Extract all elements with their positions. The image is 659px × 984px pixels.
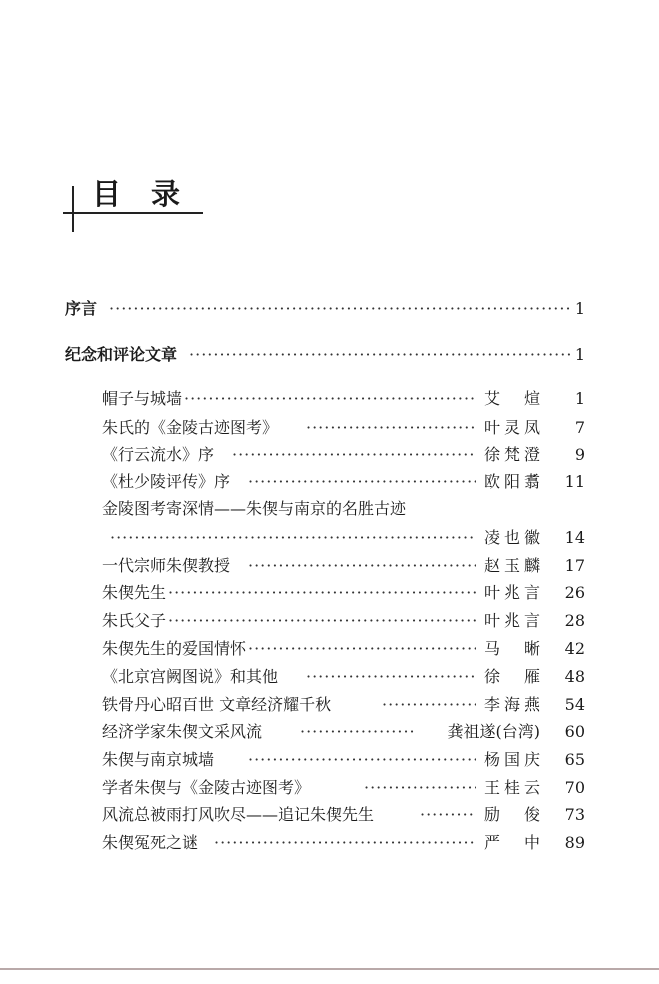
entry-author: 李海燕 <box>484 695 540 714</box>
entry-page: 28 <box>564 611 585 630</box>
entry-author: 严 中 <box>484 833 540 852</box>
dot-leader <box>184 387 476 411</box>
entry-author: 王桂云 <box>484 778 540 797</box>
dot-leader <box>248 637 476 661</box>
entry-author: 励 俊 <box>484 805 540 824</box>
title-underline <box>63 212 203 214</box>
title-vertical-rule <box>72 186 74 232</box>
entry-author: 赵玉麟 <box>484 556 540 575</box>
dot-leader <box>300 720 416 744</box>
entry-title: 风流总被雨打风吹尽——追记朱偰先生 <box>102 805 375 824</box>
toc-entry <box>102 831 585 855</box>
toc-entry <box>102 693 585 717</box>
toc-entry <box>102 470 585 494</box>
entry-title: 朱偰先生的爱国情怀 <box>102 639 247 658</box>
dot-leader <box>214 831 476 855</box>
entry-title: 帽子与城墙 <box>102 389 183 408</box>
dot-leader <box>189 343 571 367</box>
toc-entry-continuation <box>102 526 585 550</box>
section-page: 1 <box>574 345 585 364</box>
dot-leader <box>248 470 476 494</box>
dot-leader <box>364 776 476 800</box>
entry-page: 73 <box>564 805 585 824</box>
entry-page: 70 <box>564 778 585 797</box>
entry-title: 朱氏的《金陵古迹图考》 <box>102 418 279 437</box>
dot-leader <box>306 416 476 440</box>
entry-author: 马 晰 <box>484 639 540 658</box>
entry-page: 14 <box>564 528 585 547</box>
entry-title: 朱偰与南京城墙 <box>102 750 215 769</box>
entry-author: 叶兆言 <box>484 583 540 602</box>
entry-author: 杨国庆 <box>484 750 540 769</box>
dot-leader <box>306 665 476 689</box>
entry-page: 9 <box>574 445 585 464</box>
entry-page: 11 <box>564 472 585 491</box>
toc-entry <box>102 803 585 827</box>
section-memorial-articles <box>65 343 585 367</box>
toc-entry <box>102 609 585 633</box>
entry-page: 89 <box>564 833 585 852</box>
dot-leader <box>109 297 571 321</box>
entry-title: 学者朱偰与《金陵古迹图考》 <box>102 778 311 797</box>
dot-leader <box>248 748 476 772</box>
entry-title: 金陵图考寄深情——朱偰与南京的名胜古迹 <box>102 499 407 518</box>
toc-entry <box>102 776 585 800</box>
dot-leader <box>110 526 476 550</box>
toc-entry <box>102 581 585 605</box>
section-label: 序言 <box>65 299 98 318</box>
entry-page: 48 <box>564 667 585 686</box>
toc-entry <box>102 748 585 772</box>
page-bottom-rule <box>0 968 659 970</box>
entry-page: 42 <box>564 639 585 658</box>
entry-author: 叶灵凤 <box>484 418 540 437</box>
entry-page: 26 <box>564 583 585 602</box>
toc-entry <box>102 665 585 689</box>
entry-author: 欧阳翥 <box>484 472 540 491</box>
dot-leader <box>420 803 476 827</box>
entry-title: 《北京宫阙图说》和其他 <box>102 667 279 686</box>
dot-leader <box>232 443 476 467</box>
toc-title: 目录 <box>92 177 211 211</box>
toc-entry <box>102 443 585 467</box>
entry-author: 徐 雁 <box>484 667 540 686</box>
toc-entry <box>102 720 585 744</box>
entry-author: 龚祖遂(台湾) <box>447 722 540 741</box>
entry-title: 一代宗师朱偰教授 <box>102 556 231 575</box>
entry-author: 凌也徽 <box>484 528 540 547</box>
entry-author: 叶兆言 <box>484 611 540 630</box>
entry-title: 《行云流水》序 <box>102 445 215 464</box>
entry-author: 艾 煊 <box>484 389 540 408</box>
toc-entry <box>102 416 585 440</box>
entry-page: 60 <box>564 722 585 741</box>
dot-leader <box>168 581 476 605</box>
dot-leader <box>248 554 476 578</box>
dot-leader <box>168 609 476 633</box>
toc-entry <box>102 554 585 578</box>
section-page: 1 <box>574 299 585 318</box>
toc-entry <box>102 637 585 661</box>
entry-title: 经济学家朱偰文采风流 <box>102 722 263 741</box>
entry-page: 65 <box>564 750 585 769</box>
entry-author: 徐梵澄 <box>484 445 540 464</box>
entry-title: 朱氏父子 <box>102 611 167 630</box>
entry-title: 朱偰先生 <box>102 583 167 602</box>
entry-page: 54 <box>564 695 585 714</box>
dot-leader <box>382 693 476 717</box>
toc-entry <box>102 497 585 521</box>
entry-title: 铁骨丹心昭百世 文章经济耀千秋 <box>102 695 332 714</box>
entry-page: 17 <box>564 556 585 575</box>
entry-title: 《杜少陵评传》序 <box>102 472 231 491</box>
entry-title: 朱偰冤死之谜 <box>102 833 199 852</box>
entry-page: 7 <box>574 418 585 437</box>
section-label: 纪念和评论文章 <box>65 345 178 364</box>
entry-page: 1 <box>574 389 585 408</box>
section-preface <box>65 297 585 321</box>
toc-entry <box>102 387 585 411</box>
